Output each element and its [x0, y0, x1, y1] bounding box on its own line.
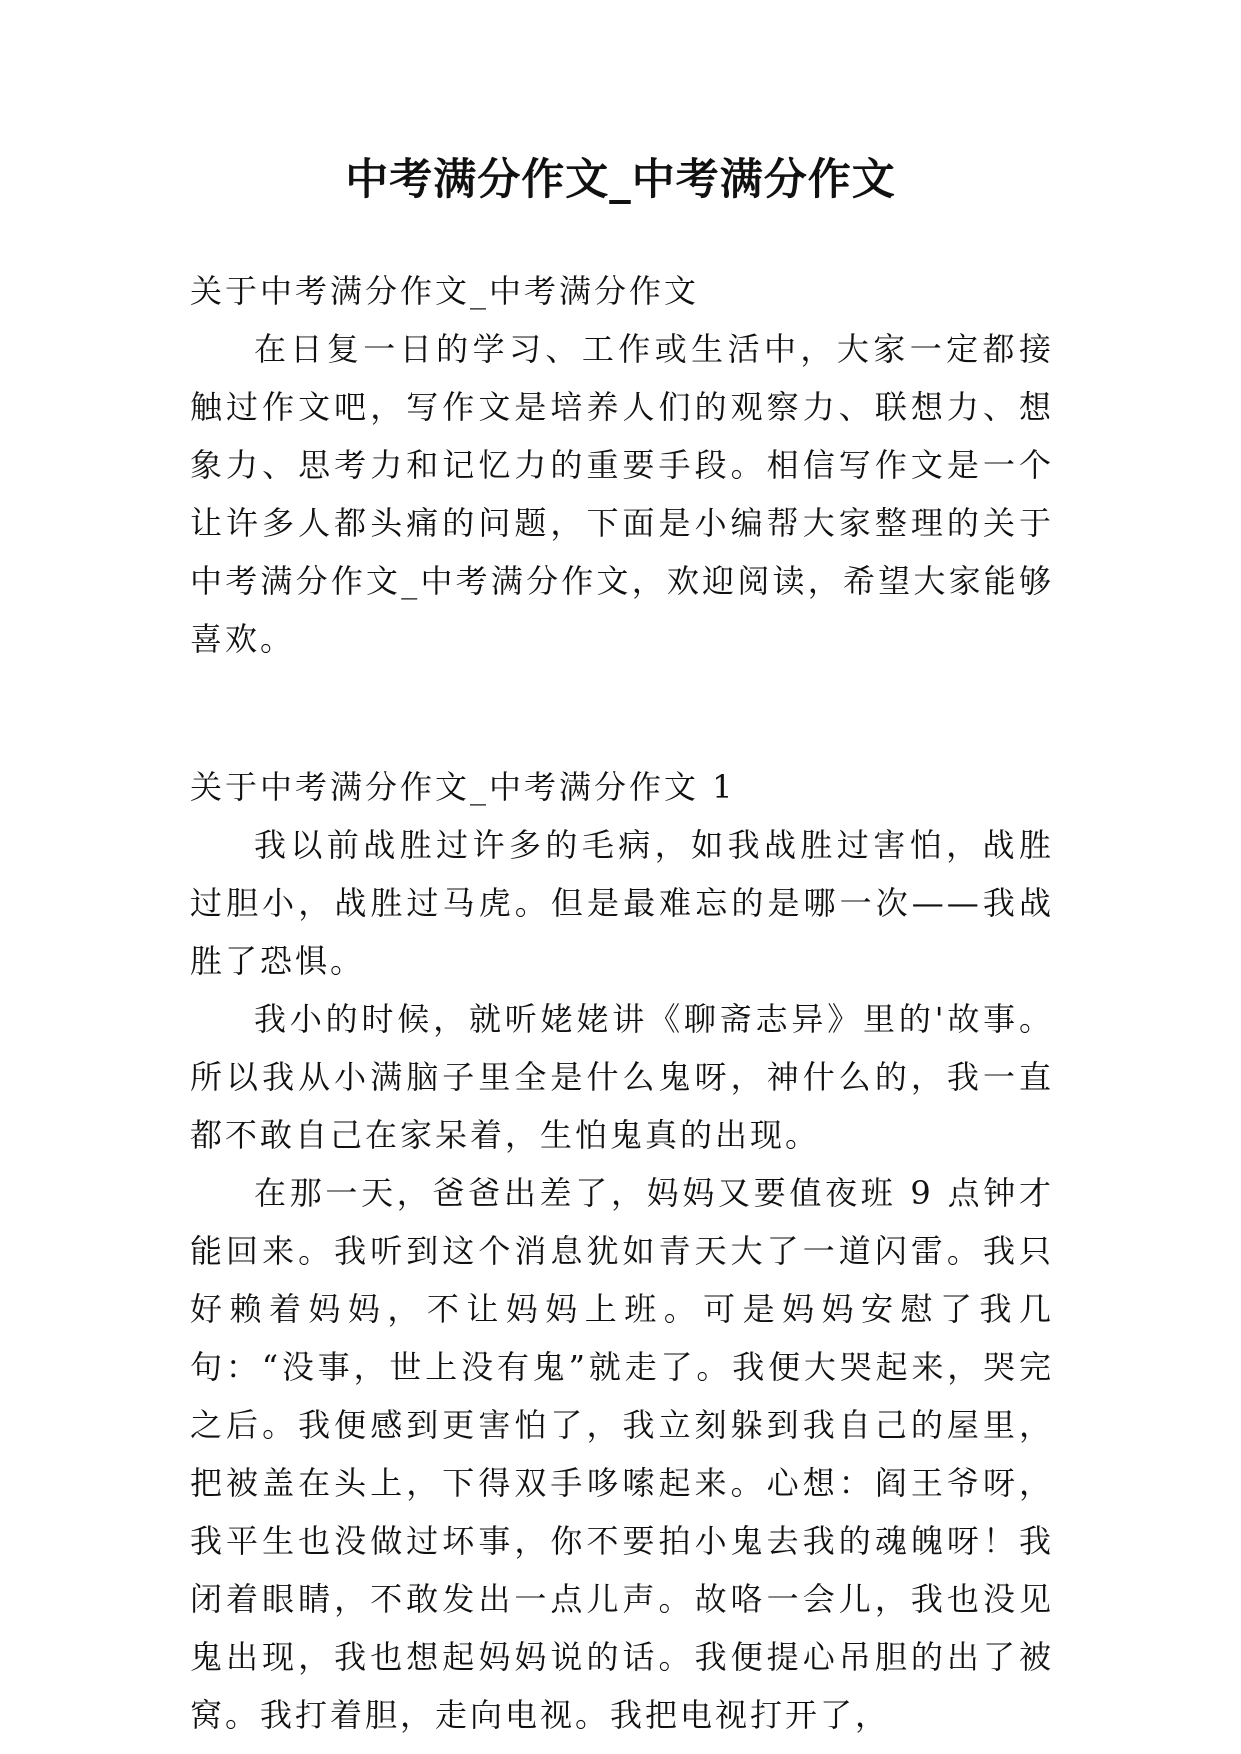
document-title: 中考满分作文_中考满分作文	[345, 155, 896, 205]
intro-paragraph: 在日复一日的学习、工作或生活中，大家一定都接触过作文吧，写作文是培养人们的观察力、联想力、想象力、思考力和记忆力的重要手段。相信写作文是一个让许多人都头痛的问题，下面是小编帮大家整理的关于中考满分作文_中考满分作文，欢迎阅读，希望大家能够喜欢。	[190, 330, 1054, 658]
section1-paragraph: 在那一天，爸爸出差了，妈妈又要值夜班 9 点钟才能回来。我听到这个消息犹如青天大了一道闪雷。我只好赖着妈妈，不让妈妈上班。可是妈妈安慰了我几句：“没事，世上没有鬼”就走了。我便大哭起来，哭完之后。我便感到更害怕了，我立刻躲到我自己的屋里，把被盖在头上，下得双手哆嗦起来。心想：阎王爷呀，我平生也没做过坏事，你不要拍小鬼去我的魂魄呀！我闭着眼睛，不敢发出一点儿声。故咯一会儿，我也没见鬼出现，我也想起妈妈说的话。我便提心吊胆的出了被窝。我打着胆，走向电视。我把电视打开了，	[190, 1174, 1054, 1734]
section1-paragraph: 我小的时候，就听姥姥讲《聊斋志异》里的'故事。所以我从小满脑子里全是什么鬼呀，神什么的，我一直都不敢自己在家呆着，生怕鬼真的出现。	[190, 1000, 1054, 1154]
section1-heading: 关于中考满分作文_中考满分作文 1	[190, 768, 736, 806]
section-spacer	[190, 668, 1054, 758]
section1-paragraph: 我以前战胜过许多的毛病，如我战胜过害怕，战胜过胆小，战胜过马虎。但是最难忘的是哪一次——我战胜了恐惧。	[190, 826, 1054, 980]
intro-heading: 关于中考满分作文_中考满分作文	[190, 272, 700, 310]
document-body	[190, 262, 1054, 1744]
